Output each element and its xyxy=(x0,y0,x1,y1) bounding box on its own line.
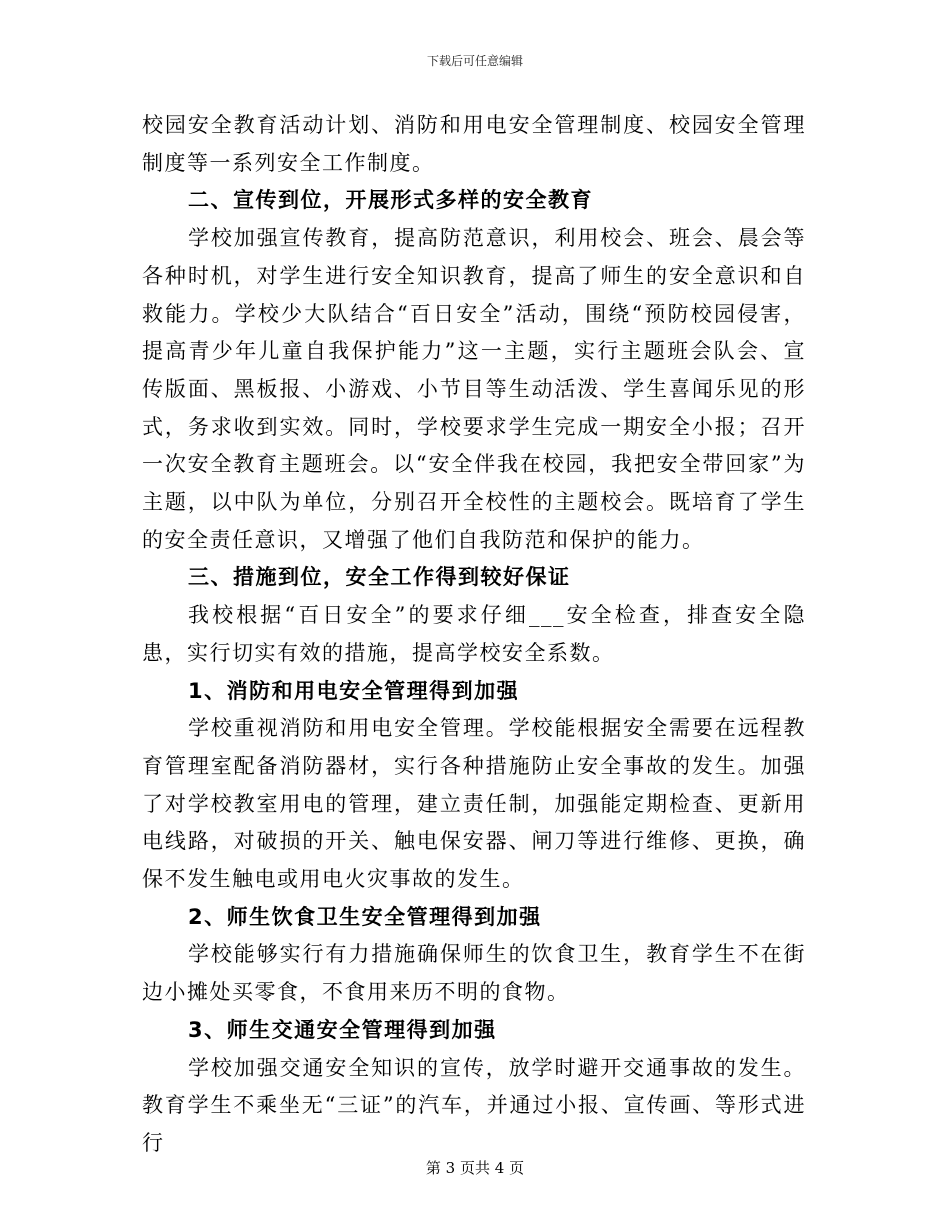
paragraph-subsection-3-3: 学校加强交通安全知识的宣传，放学时避开交通事故的发生。教育学生不乘坐无“三证”的汽车，并通过小报、宣传画、等形式进行 xyxy=(142,1055,806,1155)
paragraph-subsection-3-2: 学校能够实行有力措施确保师生的饮食卫生，教育学生不在街边小摊处买零食，不食用来历不明的食物。 xyxy=(142,942,806,1005)
section-heading-3: 三、措施到位，安全工作得到较好保证 xyxy=(188,565,571,590)
paragraph-subsection-3-1: 学校重视消防和用电安全管理。学校能根据安全需要在远程教育管理室配备消防器材，实行各种措施防止安全事故的发生。加强了对学校教室用电的管理，建立责任制，加强能定期检查、更新用电线路，对破损的开关、触电保安器、闸刀等进行维修、更换，确保不发生触电或用电火灾事故的发生。 xyxy=(142,716,806,892)
subsection-heading-3-1: 1、消防和用电安全管理得到加强 xyxy=(188,678,520,703)
paragraph-intro-continued: 校园安全教育活动计划、消防和用电安全管理制度、校园安全管理制度等一系列安全工作制度。 xyxy=(142,113,806,175)
paragraph-section-3: 我校根据“百日安全”的要求仔细___安全检查，排查安全隐患，实行切实有效的措施，提高学校安全系数。 xyxy=(142,603,806,665)
paragraph-section-2: 学校加强宣传教育，提高防范意识，利用校会、班会、晨会等各种时机，对学生进行安全知识教育，提高了师生的安全意识和自救能力。学校少大队结合“百日安全”活动，围绕“预防校园侵害，提高青少年儿童自我保护能力”这一主题，实行主题班会队会、宣传版面、黑板报、小游戏、小节目等生动活泼、学生喜闻乐见的形式，务求收到实效。同时，学校要求学生完成一期安全小报；召开一次安全教育主题班会。以“安全伴我在校园，我把安全带回家”为主题，以中队为单位，分别召开全校性的主题校会。既培育了学生的安全责任意识，又增强了他们自我防范和保护的能力。 xyxy=(142,226,806,552)
document-body xyxy=(142,107,806,1163)
page-footer: 第 3 页共 4 页 xyxy=(425,1159,525,1177)
page-header: 下载后可任意编辑 xyxy=(426,54,523,68)
section-heading-2: 二、宣传到位，开展形式多样的安全教育 xyxy=(188,188,593,213)
subsection-heading-3-2: 2、师生饮食卫生安全管理得到加强 xyxy=(188,904,542,929)
subsection-heading-3-3: 3、师生交通安全管理得到加强 xyxy=(188,1017,497,1042)
